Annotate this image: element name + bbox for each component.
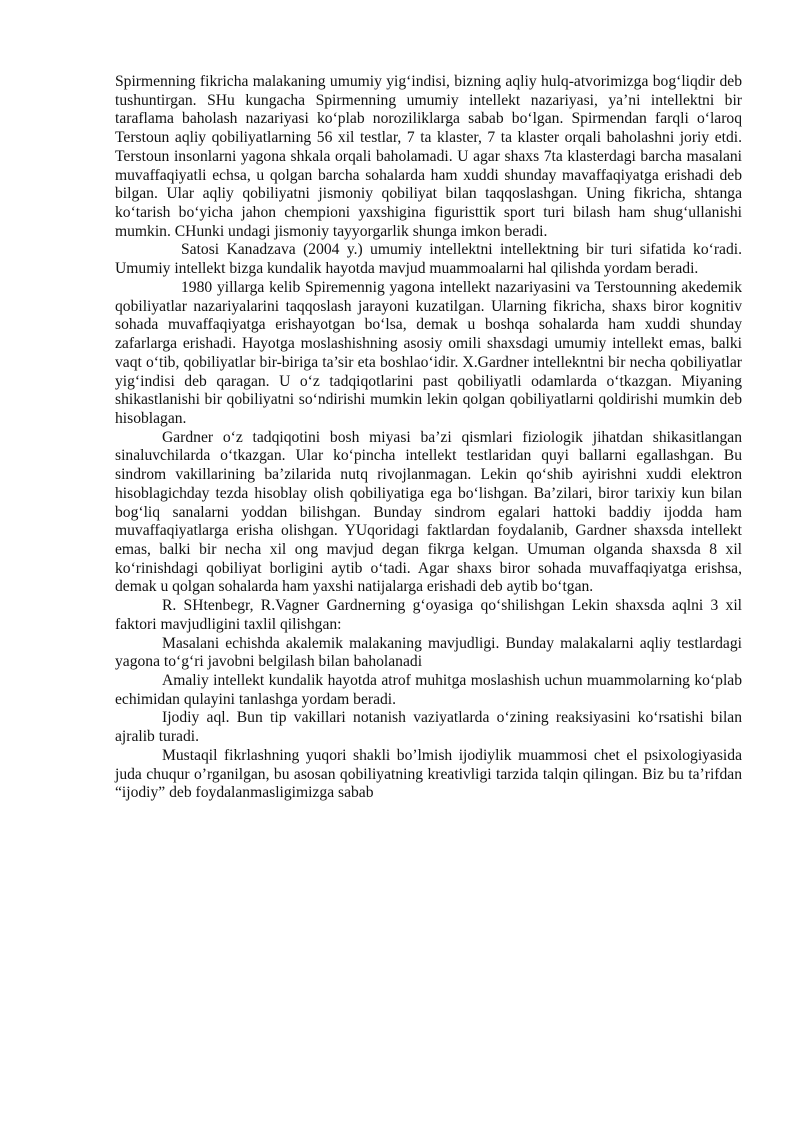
paragraph-academic-skill: Masalani echishda akalemik malakaning mavjudligi. Bunday malakalarni aqliy testlardagi yagona to‘g‘ri javobni belgilash bilan baholanadi — [115, 634, 742, 671]
paragraph-practical-intelligence: Amaliy intellekt kundalik hayotda atrof muhitga moslashish uchun muammolarning ko‘plab echimidan qulayini tanlashga yordam beradi. — [115, 672, 742, 708]
paragraph-independent-thinking: Mustaqil fikrlashning yuqori shakli bo’lmish ijodiylik muammosi chet el psixologiyasida juda chuqur o’rganilgan, bu asosan qobiliyatning kreativligi tarzida talqin qilingan. Biz bu ta’rifdan “ijodiy” deb foydalanmasligimizga sabab — [115, 746, 742, 802]
paragraph-creative-mind: Ijodiy aql. Bun tip vakillari notanish vaziyatlarda o‘zining reaksiyasini ko‘rsatishi bilan ajralib turadi. — [115, 709, 742, 746]
paragraph-kanazawa-general-intelligence: Satosi Kanadzava (2004 y.) umumiy intellektni intellektning bir turi sifatida ko‘radi. Umumiy intellekt bizga kundalik hayotda mavjud muammoalarni hal qilishda yordam beradi. — [115, 241, 742, 278]
paragraph-sternberg-wagner-factors: R. SHtenbegr, R.Vagner Gardnerning g‘oyasiga qo‘shilishgan Lekin shaxsda aqlni 3 xil faktori mavjudligini taxlil qilishgan: — [115, 597, 742, 633]
paragraph-1980s-theory-comparison: 1980 yillarga kelib Spiremennig yagona intellekt nazariyasini va Terstounning akedemik qobiliyatlar nazariyalarini taqqoslash jarayoni kuzatilgan. Ularning fikricha, shaxs biror kognitiv sohada muvaffaqiyatga erishayotgan bo‘lsa, demak u boshqa sohalarda ham xuddi shunday zafarlarga erishadi. Hayotga moslashishning asosiy omili shaxsdagi umumiy intellekt emas, balki vaqt o‘tib, qobiliyatlar bir-biriga ta’sir eta boshlao‘idir. X.Gardner intellekntni bir necha qobiliyatlar yig‘indisi deb qaragan. U o‘z tadqiqotlarini past qobiliyatli odamlarda o‘tkazgan. Miyaning shikastlanishi bir qobiliyatni so‘ndirishi mumkin lekin qolgan qobiliyatlarni qoldirishi mumkin deb hisoblagan. — [115, 278, 742, 427]
paragraph-spearman-general-intelligence: Spirmenning fikricha malakaning umumiy yig‘indisi, bizning aqliy hulq-atvorimizga bog‘liqdir deb tushuntirgan. SHu kungacha Spirmenning umumiy intellekt nazariyasi, ya’ni intellektni bir taraflama baholash nazariyasi ko‘plab noroziliklarga sabab bo‘lgan. Spirmendan farqli o‘laroq Terstoun aqliy qobiliyatlarning 56 xil testlar, 7 ta klaster, 7 ta klaster orqali baholashni joriy etdi. Terstoun insonlarni yagona shkala orqali baholamadi. U agar shaxs 7ta klasterdagi barcha masalani muvaffaqiyatli echsa, u qolgan barcha sohalarda ham xuddi shunday mavaffaqiyatga erishadi deb bilgan. Ular aqliy qobiliyatni jismoniy qobiliyat bilan taqqoslashgan. Uning fikricha, shtanga ko‘tarish bo‘yicha jahon chempioni yaxshigina figuristtik sport turi bilash ham shug‘ullanishi mumkin. CHunki undagi jismoniy tayyorgarlik shunga imkon beradi. — [115, 73, 742, 240]
paragraph-gardner-research: Gardner o‘z tadqiqotini bosh miyasi ba’zi qismlari fiziologik jihatdan shikasitlangan sinaluvchilarda o‘tkazgan. Ular ko‘pincha intellekt testlaridan quyi ballarni egallashgan. Bu sindrom vakillarining ba’zilarida nutq rivojlanmagan. Lekin qo‘shib ayirishni xuddi elektron hisoblagichday tezda hisoblay olish qobiliyatiga ega bo‘lishgan. Ba’zilari, biror tarixiy kun bilan bog‘liq sanalarni yoddan bilishgan. Bunday sindrom egalari hattoki baddiy ijodda ham muvaffaqiyatlarga erisha olishgan. YUqoridagi faktlardan foydalanib, Gardner shaxsda intellekt emas, balki bir necha xil ong mavjud degan fikrga kelgan. Umuman olganda shaxsda 8 xil ko‘rinishdagi qobiliyat borligini aytib o‘tadi. Agar shaxs biror sohada muvaffaqiyatga erishsa, demak u qolgan sohalarda ham yaxshi natijalarga erishadi deb aytib bo‘tgan. — [115, 428, 742, 596]
document-page — [115, 73, 742, 803]
